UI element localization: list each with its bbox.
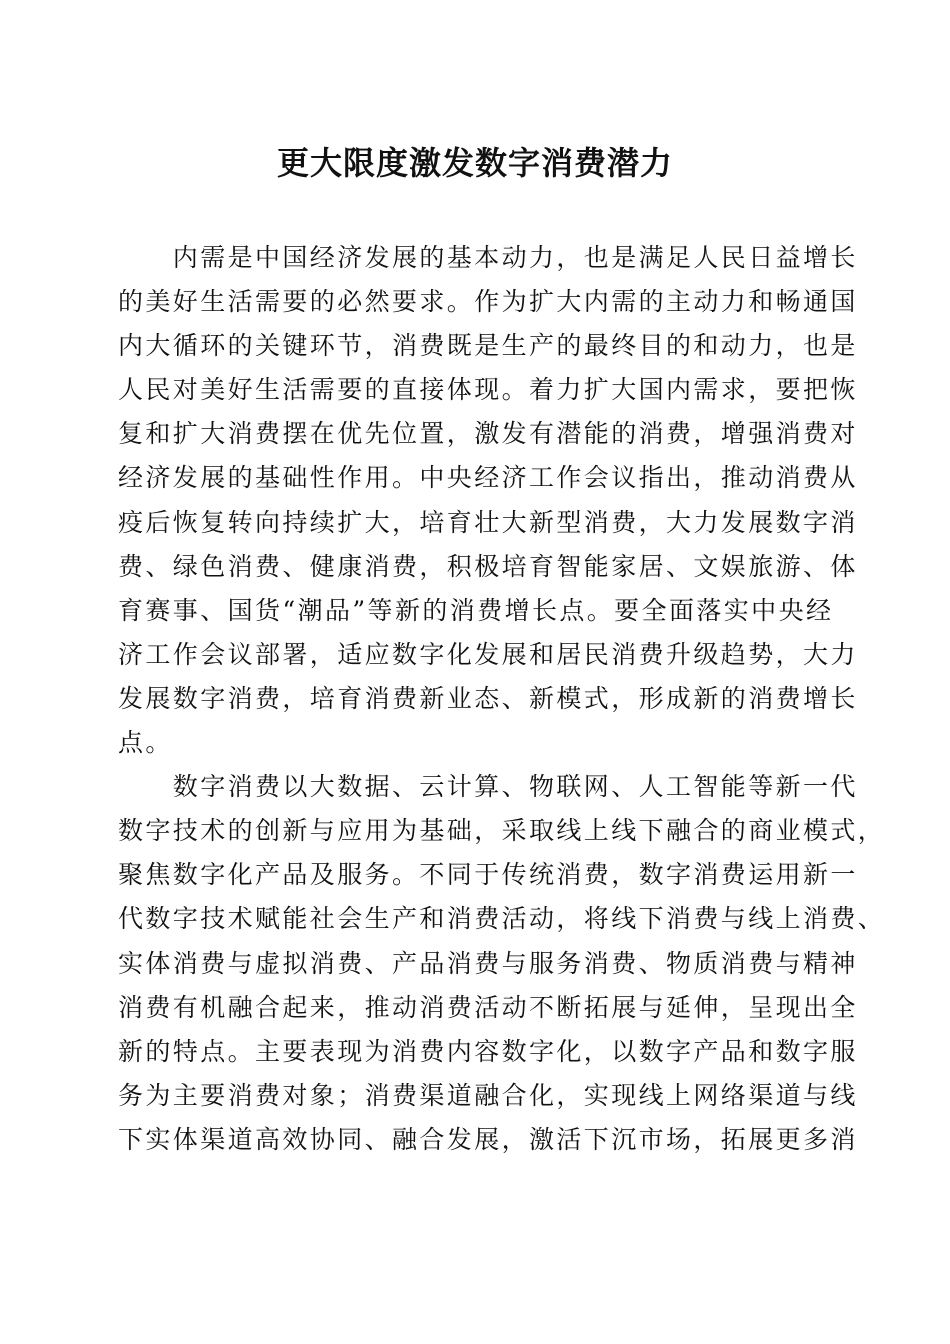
text-line: 消费有机融合起来，推动消费活动不断拓展与延伸，呈现出全 xyxy=(118,992,858,1022)
text-line: 的美好生活需要的必然要求。作为扩大内需的主动力和畅通国 xyxy=(118,287,858,317)
text-line: 代数字技术赋能社会生产和消费活动，将线下消费与线上消费、 xyxy=(118,904,886,934)
text-line: 新的特点。主要表现为消费内容数字化，以数字产品和数字服 xyxy=(118,1036,858,1066)
text-line: 经济发展的基础性作用。中央经济工作会议指出，推动消费从 xyxy=(118,463,858,493)
document-title: 更大限度激发数字消费潜力 xyxy=(276,144,673,182)
text-line: 务为主要消费对象；消费渠道融合化，实现线上网络渠道与线 xyxy=(118,1080,858,1110)
text-line: 下实体渠道高效协同、融合发展，激活下沉市场，拓展更多消 xyxy=(118,1124,858,1154)
text-line: 数字消费以大数据、云计算、物联网、人工智能等新一代 xyxy=(172,772,858,802)
text-line: 费、绿色消费、健康消费，积极培育智能家居、文娱旅游、体 xyxy=(118,551,858,581)
text-line: 人民对美好生活需要的直接体现。着力扩大国内需求，要把恢 xyxy=(118,375,858,405)
text-line: 育赛事、国货“潮品”等新的消费增长点。要全面落实中央经 xyxy=(118,595,834,625)
text-line: 发展数字消费，培育消费新业态、新模式，形成新的消费增长 xyxy=(118,683,858,713)
text-line: 点。 xyxy=(118,728,173,758)
text-line: 实体消费与虚拟消费、产品消费与服务消费、物质消费与精神 xyxy=(118,948,858,978)
paragraph xyxy=(118,236,858,765)
text-line: 济工作会议部署，适应数字化发展和居民消费升级趋势，大力 xyxy=(118,639,858,669)
text-line: 复和扩大消费摆在优先位置，激发有潜能的消费，增强消费对 xyxy=(118,419,858,449)
text-line: 内大循环的关键环节，消费既是生产的最终目的和动力，也是 xyxy=(118,331,858,361)
document-body xyxy=(118,236,886,1162)
text-line: 疫后恢复转向持续扩大，培育壮大新型消费，大力发展数字消 xyxy=(118,507,858,537)
text-line: 聚焦数字化产品及服务。不同于传统消费，数字消费运用新一 xyxy=(118,860,858,890)
text-line: 内需是中国经济发展的基本动力，也是满足人民日益增长 xyxy=(172,243,858,272)
text-line: 数字技术的创新与应用为基础，采取线上线下融合的商业模式， xyxy=(118,816,886,846)
paragraph xyxy=(118,765,886,1162)
